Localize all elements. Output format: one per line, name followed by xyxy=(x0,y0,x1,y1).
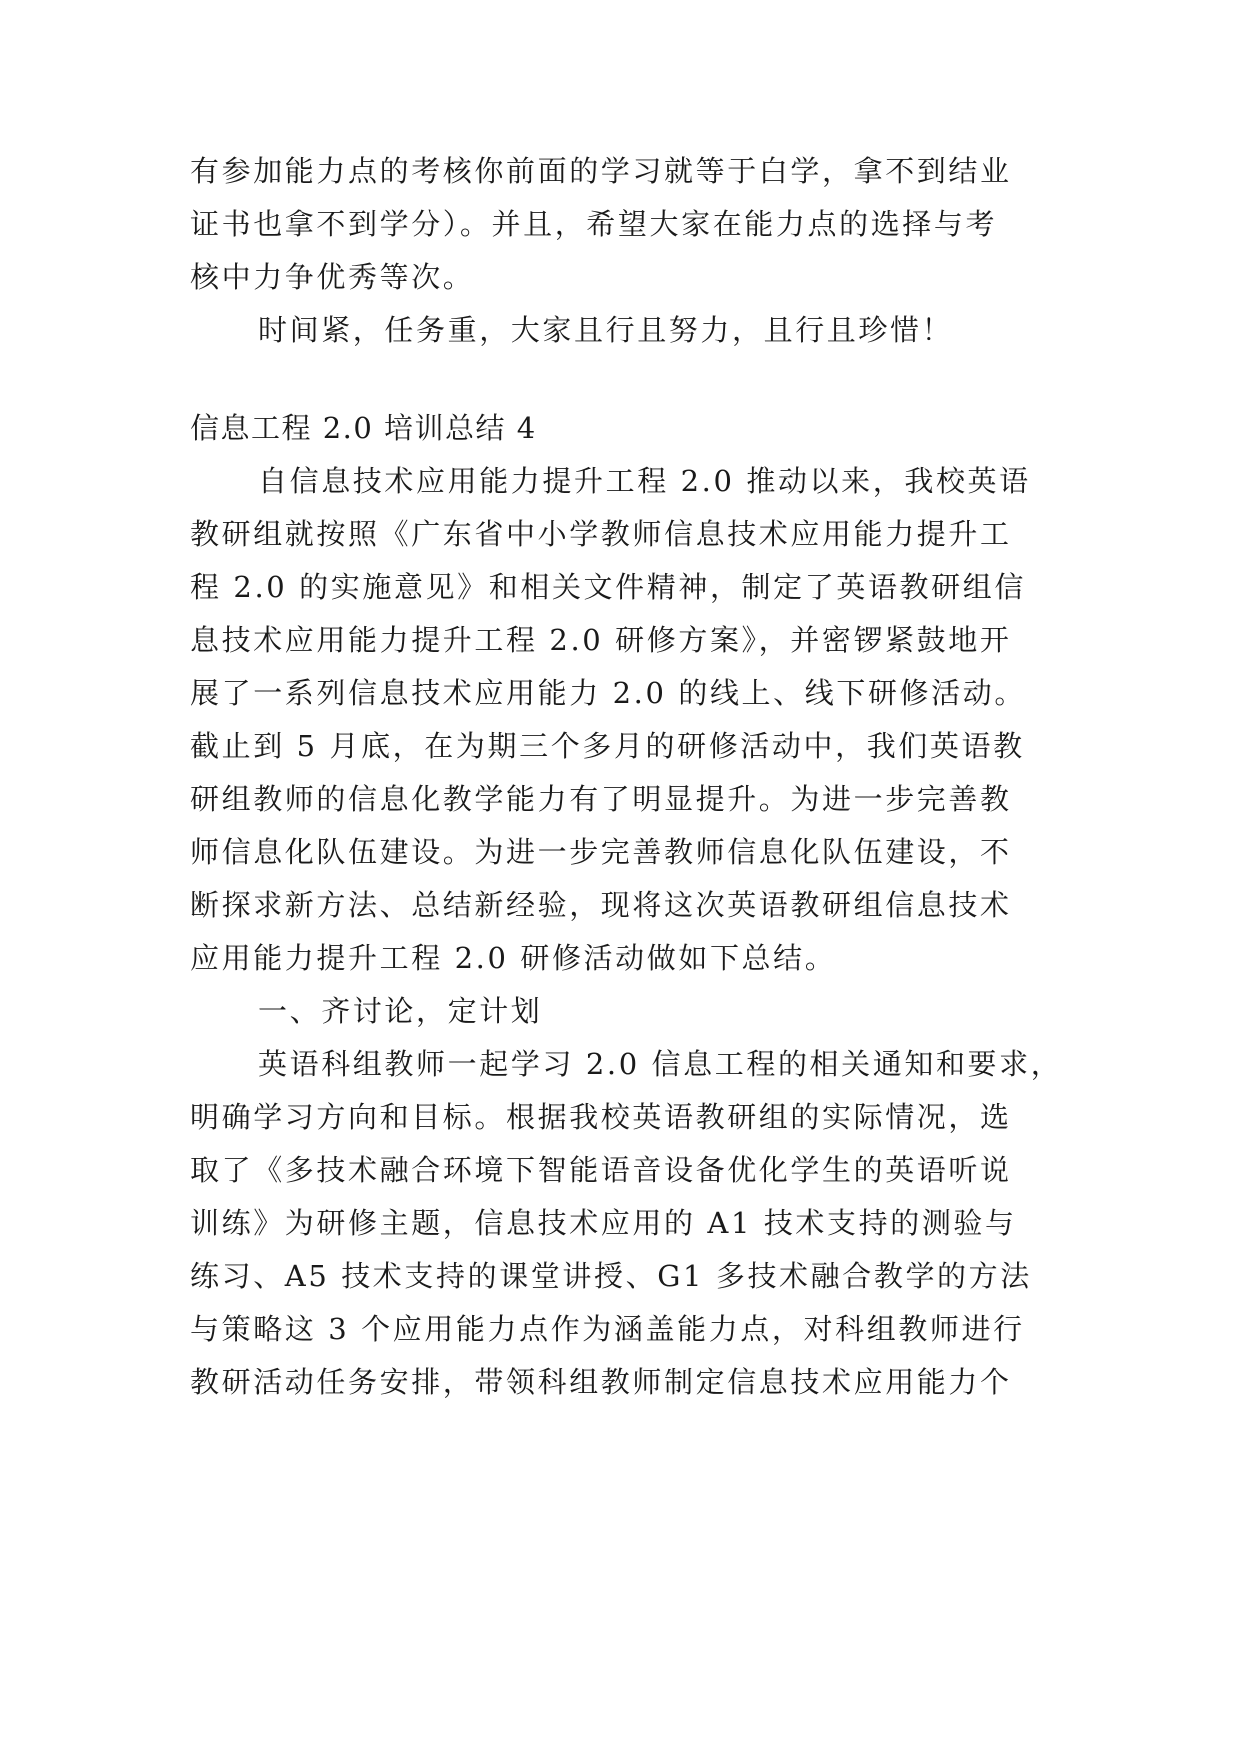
text-line: 取了《多技术融合环境下智能语音设备优化学生的英语听说 xyxy=(190,1153,1012,1187)
text-line: 核中力争优秀等次。 xyxy=(190,260,475,294)
section-title: 信息工程 2.0 培训总结 4 xyxy=(190,411,537,445)
text-line: 证书也拿不到学分）。并且，希望大家在能力点的选择与考 xyxy=(190,207,998,241)
text-line: 与策略这 3 个应用能力点作为涵盖能力点，对科组教师进行 xyxy=(190,1312,1025,1346)
text-line: 明确学习方向和目标。根据我校英语教研组的实际情况，选 xyxy=(190,1100,1012,1134)
text-line: 断探求新方法、总结新经验，现将这次英语教研组信息技术 xyxy=(190,888,1012,922)
text-line: 英语科组教师一起学习 2.0 信息工程的相关通知和要求， xyxy=(258,1047,1063,1081)
text-line: 时间紧，任务重，大家且行且努力，且行且珍惜！ xyxy=(258,313,954,347)
text-line: 自信息技术应用能力提升工程 2.0 推动以来，我校英语 xyxy=(258,464,1031,498)
text-line: 教研活动任务安排，带领科组教师制定信息技术应用能力个 xyxy=(190,1365,1012,1399)
text-line: 展了一系列信息技术应用能力 2.0 的线上、线下研修活动。 xyxy=(190,676,1026,710)
text-line: 应用能力提升工程 2.0 研修活动做如下总结。 xyxy=(190,941,837,975)
text-line: 研组教师的信息化教学能力有了明显提升。为进一步完善教 xyxy=(190,782,1012,816)
text-line: 息技术应用能力提升工程 2.0 研修方案》，并密锣紧鼓地开 xyxy=(190,623,1012,657)
text-line: 有参加能力点的考核你前面的学习就等于白学，拿不到结业 xyxy=(190,154,1012,188)
text-line: 截止到 5 月底，在为期三个多月的研修活动中，我们英语教 xyxy=(190,729,1025,763)
text-line: 练习、A5 技术支持的课堂讲授、G1 多技术融合教学的方法 xyxy=(190,1259,1032,1293)
text-line: 师信息化队伍建设。为进一步完善教师信息化队伍建设，不 xyxy=(190,835,1012,869)
text-line: 训练》为研修主题，信息技术应用的 A1 技术支持的测验与 xyxy=(190,1206,1017,1240)
text-line: 程 2.0 的实施意见》和相关文件精神，制定了英语教研组信 xyxy=(190,570,1026,604)
subsection-heading: 一、齐讨论，定计划 xyxy=(258,994,543,1028)
text-line: 教研组就按照《广东省中小学教师信息技术应用能力提升工 xyxy=(190,517,1012,551)
